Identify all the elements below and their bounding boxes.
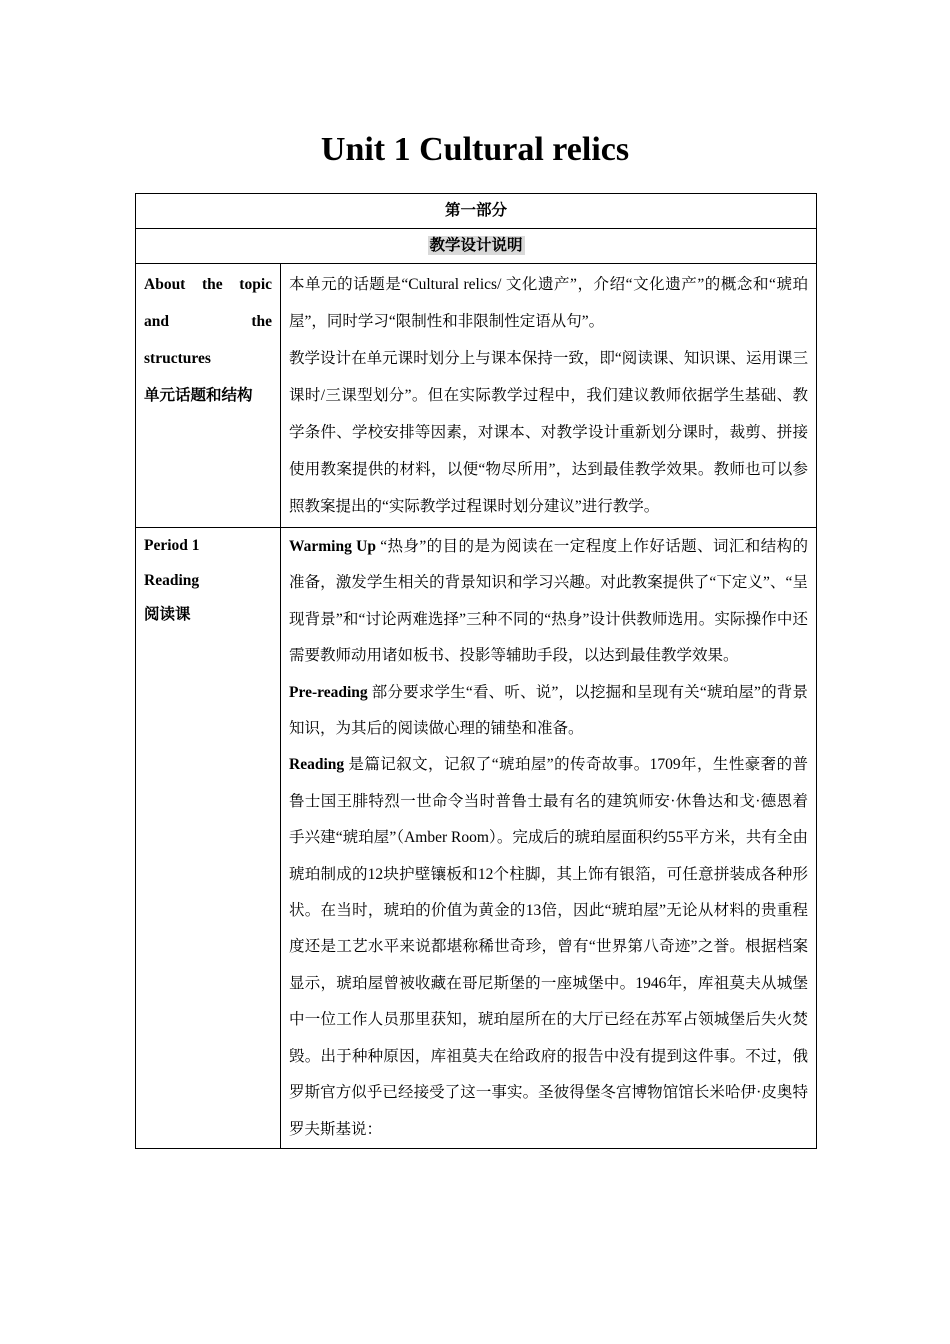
topic-word: About [144, 276, 186, 293]
warming-up-label: Warming Up [289, 538, 376, 555]
topic-label-line: structures [144, 350, 211, 367]
pre-reading-paragraph [289, 675, 808, 748]
lesson-plan-table [135, 193, 817, 1149]
pre-reading-label: Pre-reading [289, 683, 368, 701]
pre-reading-text: 部分要求学生“看、听、说”，以挖掘和呈现有关“琥珀屋”的背景知识，为其后的阅读做心理的铺垫和准备。 [289, 683, 809, 738]
table-subheader-row [136, 229, 817, 264]
topic-paragraph: 本单元的话题是“Cultural relics/ 文化遗产”，介绍“文化遗产”的概念和“琥珀屋”，同时学习“限制性和非限制性定语从句”。 [289, 276, 809, 330]
topic-word: topic [239, 276, 272, 293]
warming-up-text: “热身”的目的是为阅读在一定程度上作好话题、词汇和结构的准备，激发学生相关的背景知识和学习兴趣。对此教案提供了“下定义”、“呈现背景”和“讨论两难选择”三种不同的“热身”设计供教师选用。实际操作中还需要教师动用诸如板书、投影等辅助手段，以达到最佳教学效果。 [289, 538, 809, 665]
table-row [136, 528, 817, 1149]
topic-word: the [201, 276, 223, 293]
topic-label-line [144, 303, 272, 340]
topic-label-cell [136, 264, 281, 528]
reading-label: Reading [289, 756, 345, 774]
reading-text: 是篇记叙文，记叙了“琥珀屋”的传奇故事。1709年，生性豪奢的普鲁士国王腓特烈一世命令当时普鲁士最有名的建筑师安·休鲁达和戈·德恩着手兴建“琥珀屋”（Amber Room）。完成后的琥珀屋面积约55平方米，共有全由琥珀制成的12块护壁镶板和12个柱脚，其上饰有银箔，可任意拼装成各种形状。在当时，琥珀的价值为黄金的13倍，因此“琥珀屋”无论从材料的贵重程度还是工艺水平来说都堪称稀世奇珍，曾有“世界第八奇迹”之誉。根据档案显示，琥珀屋曾被收藏在哥尼斯堡的一座城堡中。1946年，库祖莫夫从城堡中一位工作人员那里获知，琥珀屋所在的大厅已经在苏军占领城堡后失火焚毁。出于种种原因，库祖莫夫在给政府的报告中没有提到这件事。不过，俄罗斯官方似乎已经接受了这一事实。圣彼得堡冬宫博物馆馆长米哈伊·皮奥特罗夫斯基说： [289, 756, 809, 1138]
topic-word: the [251, 313, 272, 330]
table-row [136, 264, 817, 528]
period-content-cell [281, 528, 817, 1149]
reading-paragraph [289, 747, 808, 1147]
section-subheader-text: 教学设计说明 [429, 237, 523, 254]
table-header-row [136, 194, 817, 229]
period-type-cn: 阅读课 [144, 606, 191, 623]
design-paragraph: 教学设计在单元课时划分上与课本保持一致，即“阅读课、知识课、运用课三课时/三课型划分”。但在实际教学过程中，我们建议教师依据学生基础、教学条件、学校安排等因素，对课本、对教学设计重新划分课时，裁剪、拼接使用教案提供的材料，以便“物尽所用”，达到最佳教学效果。教师也可以参照教案提出的“实际教学过程课时划分建议”进行教学。 [289, 350, 809, 515]
topic-content-cell [281, 264, 817, 528]
topic-label-line [144, 266, 272, 303]
period-number: Period 1 [144, 537, 200, 554]
section-header: 第一部分 [136, 194, 817, 229]
period-label-cell [136, 528, 281, 1149]
topic-label-chinese: 单元话题和结构 [144, 387, 253, 404]
topic-word: and [144, 313, 169, 330]
section-subheader [136, 229, 817, 264]
period-type-en: Reading [144, 571, 200, 589]
warming-up-paragraph [289, 529, 808, 675]
page-title: Unit 1 Cultural relics [320, 131, 630, 168]
